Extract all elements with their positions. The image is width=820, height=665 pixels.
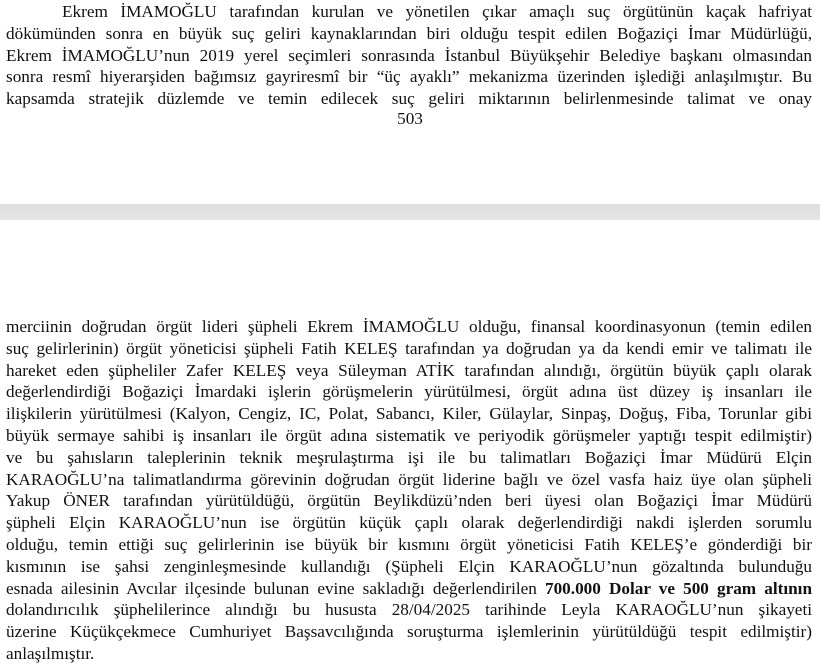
- text-line: suç gelirlerinin) örgüt yöneticisi şüpheli Fatih KELEŞ tarafından ya doğrudan ya da kendi emir ve talimatı ile: [6, 338, 812, 358]
- text-line: hareket eden şüpheliler Zafer KELEŞ veya Süleyman ATİK tarafından alındığı, örgütün büyük çaplı olarak: [6, 360, 812, 380]
- text-line: büyük sermaye sahibi iş insanları ile örgüt adına sistematik ve periyodik görüşmeler yaptığı tespit edilmiştir): [6, 425, 812, 445]
- text-line: şüpheli Elçin KARAOĞLU’nun ise örgütün küçük çaplı olarak değerlendirdiği nakdi işlerden sorumlu: [6, 513, 812, 533]
- text-line: dökümünden sonra en büyük suç geliri kaynaklarından biri olduğu tespit edilen Boğaziçi İmar Müdürlüğü,: [6, 23, 812, 43]
- page-number: 503: [397, 109, 423, 128]
- text-line: merciinin doğrudan örgüt lideri şüpheli Ekrem İMAMOĞLU olduğu, finansal koordinasyonun (temin edilen: [6, 317, 812, 336]
- text-line: sonra resmî hiyerarşiden bağımsız gayriresmî bir “üç ayaklı” mekanizma üzerinden işlediği anlaşılmıştır. Bu: [6, 67, 812, 87]
- emphasized-amount: 700.000 Dolar ve 500 gram altının: [544, 578, 812, 598]
- text-line: Ekrem İMAMOĞLU’nun 2019 yerel seçimleri sonrasında İstanbul Büyükşehir Belediye başkanı olmasından: [6, 45, 812, 65]
- text-line: dolandırıcılık şüphelilerince alındığı bu hususta 28/04/2025 tarihinde Leyla KARAOĞLU’nun şikayeti: [6, 600, 812, 620]
- text-line: Yakup ÖNER tarafından yürütüldüğü, örgütün Beylikdüzü’nden beri üyesi olan Boğaziçi İmar Müdürü: [6, 491, 812, 511]
- text-line: KARAOĞLU’na talimatlandırma görevinin doğrudan örgüt liderine bağlı ve özel vasfa haiz üye olan şüpheli: [6, 469, 812, 489]
- paragraph-continuation: [6, 316, 812, 665]
- text-line: ve bu şahısların taleplerinin teknik meşrulaştırma işi ile bu talimatları Boğaziçi İmar Müdürü Elçin: [6, 447, 812, 467]
- text-line: olduğu, temin ettiği suç gelirlerinin ise büyük bir kısmını örgüt yöneticisi Fatih KELEŞ’e gönderdiği bir: [6, 534, 812, 554]
- text-line: anlaşılmıştır.: [6, 643, 95, 663]
- text-line: ilişkilerin yürütülmesi (Kalyon, Cengiz, IC, Polat, Sabancı, Kiler, Gülaylar, Sinpaş, Doğuş, Fiba, Torunlar gibi: [6, 404, 812, 424]
- text-line: kısmının ise şahsi zenginleşmesinde kullandığı (Şüpheli Elçin KARAOĞLU’nun gözaltında bulunduğu: [6, 556, 812, 576]
- document-page-503: [0, 0, 820, 204]
- page-separator: [0, 204, 820, 220]
- text-line-with-emphasis: [6, 578, 812, 600]
- document-page-504: [0, 220, 820, 663]
- text-line: kapsamda stratejik düzlemde ve temin edilecek suç geliri miktarının belirlenmesinde talimat ve onay: [6, 89, 812, 109]
- text-line: Ekrem İMAMOĞLU tarafından kurulan ve yönetilen çıkar amaçlı suç örgütünün kaçak hafriyat: [62, 2, 812, 21]
- text-line: üzerine Küçükçekmece Cumhuriyet Başsavcılığında soruşturma işlemlerinin yürütüldüğü tespit edilmiştir): [6, 622, 812, 642]
- text-segment: esnada ailesinin Avcılar ilçesinde bulunan evine sakladığı değerlendirilen: [6, 578, 545, 598]
- text-line: değerlendirdiği Boğaziçi İmardaki işlerin görüşmelerin yürütülmesi, örgüt adına üst düzey iş insanları ile: [6, 382, 812, 402]
- paragraph-three-legged-mechanism: [6, 1, 812, 110]
